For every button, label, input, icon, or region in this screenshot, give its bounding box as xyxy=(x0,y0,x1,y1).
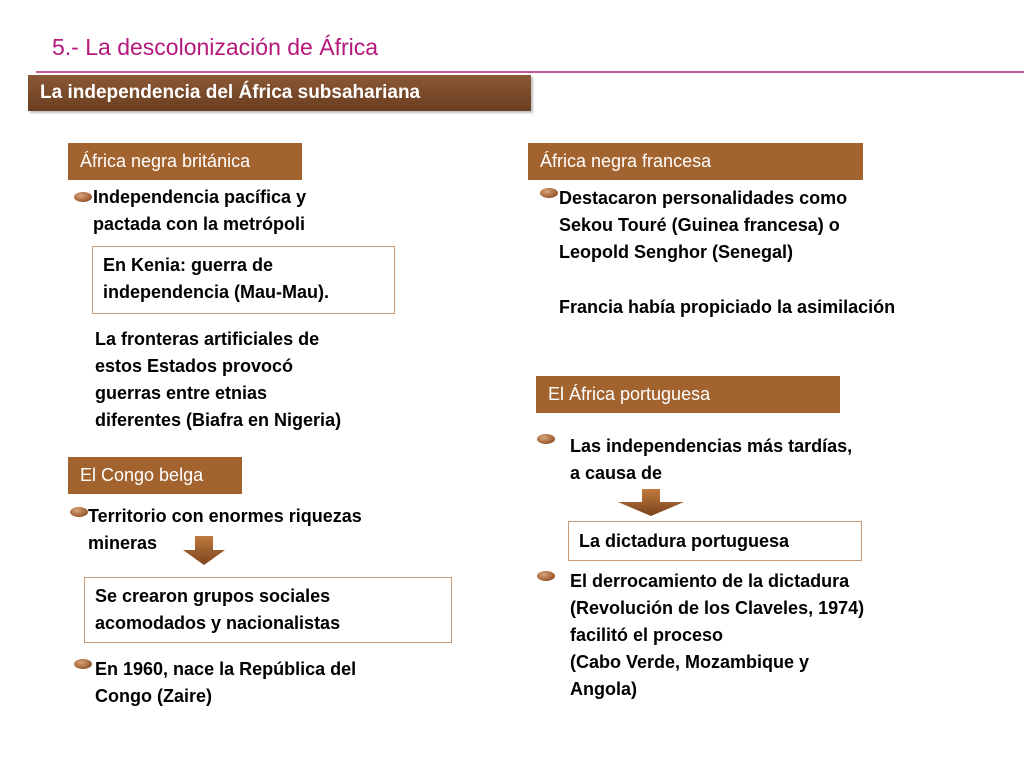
arrow-down-icon xyxy=(182,536,226,566)
french-point-2: Francia había propiciado la asimilación xyxy=(559,297,896,317)
congo-point-2: En 1960, nace la República del Congo (Zaire) xyxy=(95,659,357,706)
bullet-icon xyxy=(74,659,92,669)
british-point-2: La fronteras artificiales de estos Estados provocó guerras entre etnias diferentes (Biafra en Nigeria) xyxy=(95,329,342,430)
arrow-down-icon xyxy=(616,489,686,517)
dictadura-box: La dictadura portuguesa xyxy=(568,521,862,561)
bullet-icon xyxy=(70,507,88,517)
portuguese-point-2: El derrocamiento de la dictadura (Revolución de los Claveles, 1974) facilitó el proceso (Cabo Verde, Mozambique y Angola) xyxy=(570,571,865,699)
congo-point-1: Territorio con enormes riquezas mineras xyxy=(88,506,362,553)
bullet-icon xyxy=(537,434,555,444)
slide-title: 5.- La descolonización de África xyxy=(52,34,379,60)
slide-subtitle: La independencia del África subsahariana xyxy=(28,75,531,111)
kenia-box: En Kenia: guerra de independencia (Mau-Mau). xyxy=(92,246,395,314)
header-french-africa: África negra francesa xyxy=(528,143,863,180)
congo-box: Se crearon grupos sociales acomodados y nacionalistas xyxy=(84,577,452,643)
title-divider xyxy=(36,71,1024,73)
french-point-1: Destacaron personalidades como Sekou Touré (Guinea francesa) o Leopold Senghor (Senegal) xyxy=(559,188,848,262)
bullet-icon xyxy=(74,192,92,202)
british-point-1: Independencia pacífica y pactada con la metrópoli xyxy=(93,187,307,234)
bullet-icon xyxy=(540,188,558,198)
bullet-icon xyxy=(537,571,555,581)
header-belgian-congo: El Congo belga xyxy=(68,457,242,494)
portuguese-point-1: Las independencias más tardías, a causa de xyxy=(570,436,853,483)
header-portuguese-africa: El África portuguesa xyxy=(536,376,840,413)
header-british-africa: África negra británica xyxy=(68,143,302,180)
